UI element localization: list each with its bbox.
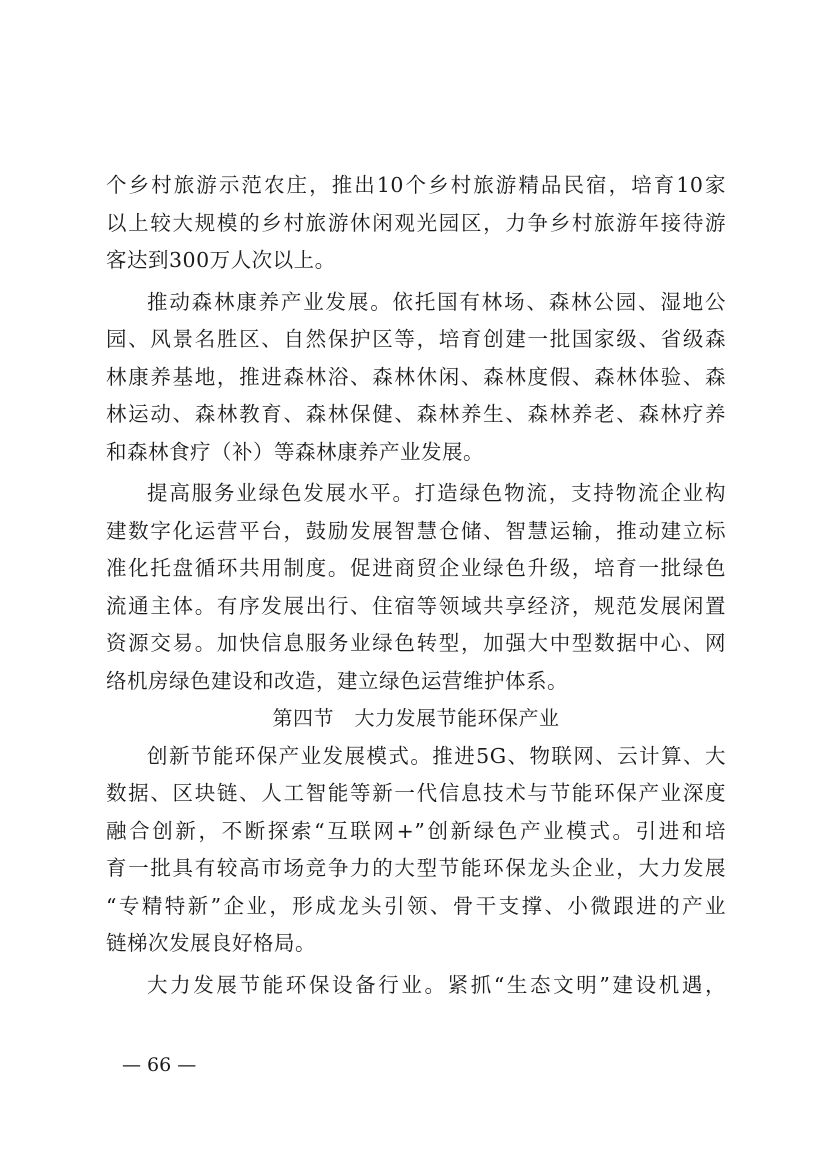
text-line: 林运动、森林教育、森林保健、森林养生、森林养老、森林疗养 bbox=[106, 402, 726, 426]
text-line: 资源交易。加快信息服务业绿色转型，加强大中型数据中心、网 bbox=[106, 631, 726, 655]
text-line: 络机房绿色建设和改造，建立绿色运营维护体系。 bbox=[106, 668, 568, 693]
text-line: 数据、区块链、人工智能等新一代信息技术与节能环保产业深度 bbox=[106, 781, 726, 805]
paragraph-energy-saving-model bbox=[106, 738, 726, 963]
body-text bbox=[106, 167, 726, 1004]
paragraph-green-services bbox=[106, 475, 726, 700]
text-line: 流通主体。有序发展出行、住宿等领域共享经济，规范发展闲置 bbox=[106, 593, 726, 618]
text-line: 链梯次发展良好格局。 bbox=[106, 931, 316, 955]
text-line: 园、风景名胜区、自然保护区等，培育创建一批国家级、省级森 bbox=[106, 327, 726, 351]
page-number: — 66 — bbox=[122, 1054, 197, 1076]
paragraph-forest-wellness bbox=[106, 284, 726, 472]
text-line: 准化托盘循环共用制度。促进商贸企业绿色升级，培育一批绿色 bbox=[106, 556, 726, 580]
paragraph-equipment-industry bbox=[106, 967, 726, 1005]
text-line: 推动森林康养产业发展。依托国有林场、森林公园、湿地公 bbox=[147, 289, 726, 314]
text-line: 和森林食疗（补）等森林康养产业发展。 bbox=[106, 439, 484, 464]
text-line: 融合创新，不断探索“互联网+”创新绿色产业模式。引进和培 bbox=[106, 818, 726, 843]
text-line: 以上较大规模的乡村旅游休闲观光园区，力争乡村旅游年接待游 bbox=[106, 210, 726, 235]
section-heading: 第四节 大力发展节能环保产业 bbox=[272, 706, 560, 730]
text-line: 育一批具有较高市场竞争力的大型节能环保龙头企业，大力发展 bbox=[106, 856, 726, 880]
text-line: 林康养基地，推进森林浴、森林休闲、森林度假、森林体验、森 bbox=[106, 364, 726, 389]
text-line: 大力发展节能环保设备行业。紧抓“生态文明”建设机遇， bbox=[147, 972, 726, 997]
text-line: 客达到300万人次以上。 bbox=[106, 248, 336, 272]
text-line: 个乡村旅游示范农庄，推出10个乡村旅游精品民宿，培育10家 bbox=[106, 173, 726, 197]
text-line: 提高服务业绿色发展水平。打造绿色物流，支持物流企业构 bbox=[147, 481, 726, 505]
text-line: 创新节能环保产业发展模式。推进5G、物联网、云计算、大 bbox=[147, 743, 726, 768]
paragraph-rural-tourism bbox=[106, 167, 726, 280]
text-line: 建数字化运营平台，鼓励发展智慧仓储、智慧运输，推动建立标 bbox=[106, 518, 726, 543]
text-line: “专精特新”企业，形成龙头引领、骨干支撑、小微跟进的产业 bbox=[106, 893, 726, 918]
